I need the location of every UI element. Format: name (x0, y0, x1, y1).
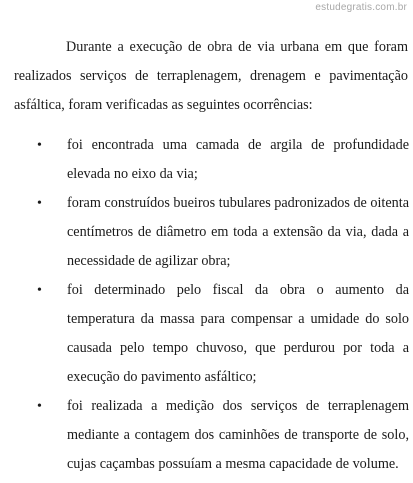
bullet-icon: • (37, 283, 42, 298)
list-item-text: foi encontrada uma camada de argila de profundidade elevada no eixo da via; (67, 137, 409, 182)
list-item-text: foi realizada a medição dos serviços de terraplenagem mediante a contagem dos caminhões de transporte de solo, cujas caçambas possuíam a mesma capacidade de volume. (67, 398, 409, 472)
list-item (0, 131, 413, 189)
intro-paragraph: Durante a execução de obra de via urbana em que foram realizados serviços de terraplenagem, drenagem e pavimentação asfáltica, foram verificadas as seguintes ocorrências: (14, 39, 408, 113)
list-item (0, 392, 413, 479)
list-item (0, 276, 413, 392)
bullet-icon: • (37, 138, 42, 153)
bullet-icon: • (37, 399, 42, 414)
occurrence-list (0, 131, 413, 479)
site-watermark: estudegratis.com.br (315, 2, 407, 13)
list-item (0, 189, 413, 276)
list-item-text: foram construídos bueiros tubulares padronizados de oitenta centímetros de diâmetro em toda a extensão da via, dada a necessidade de agilizar obra; (67, 195, 409, 269)
bullet-icon: • (37, 196, 42, 211)
list-item-text: foi determinado pelo fiscal da obra o aumento da temperatura da massa para compensar a umidade do solo causada pelo tempo chuvoso, que perdurou por toda a execução do pavimento asfáltico; (67, 282, 409, 385)
